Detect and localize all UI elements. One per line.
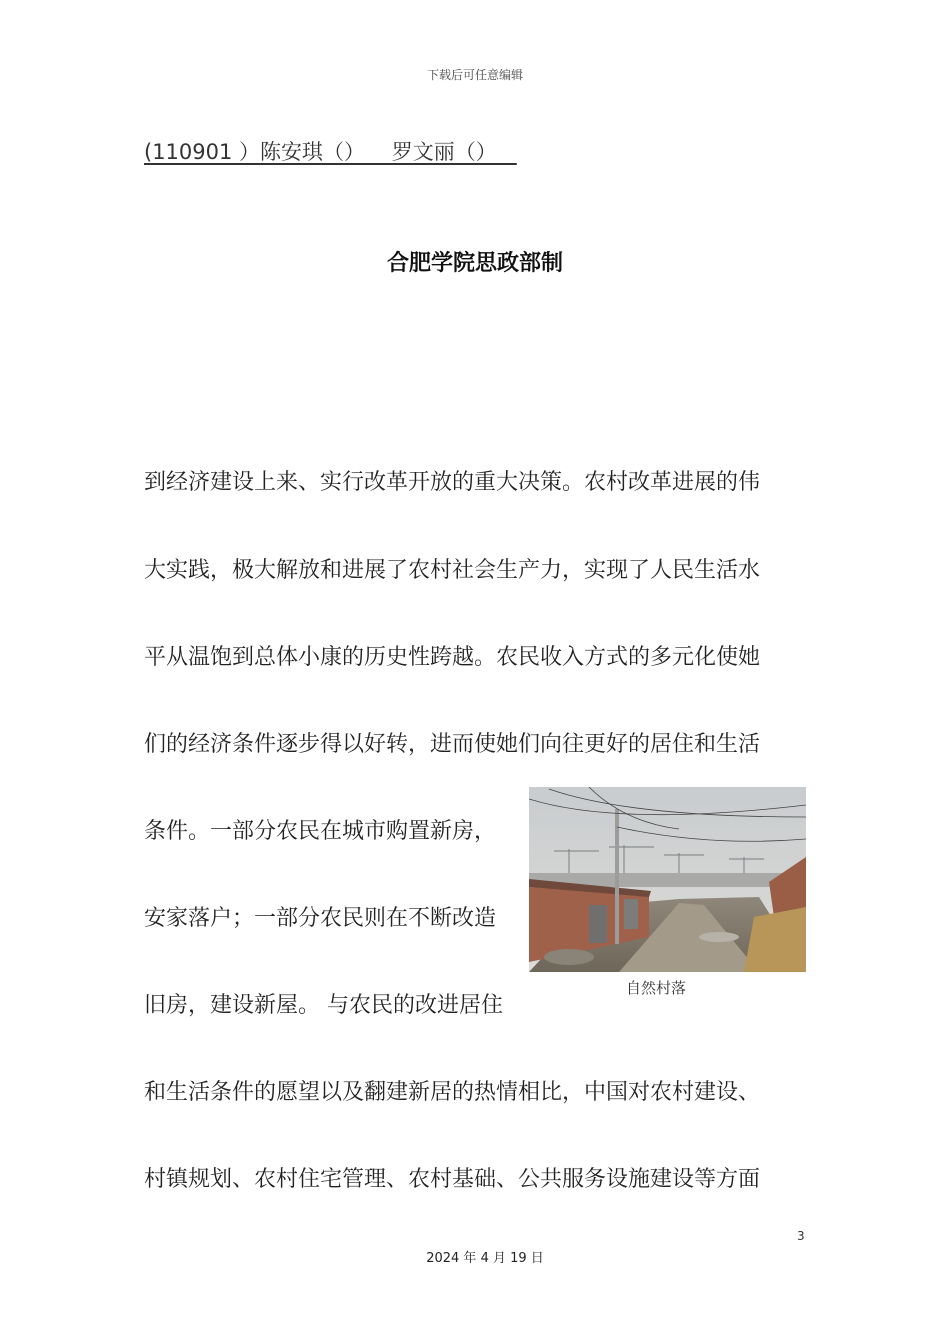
body-line: 大实践，极大解放和进展了农村社会生产力，实现了人民生活水 xyxy=(144,558,761,583)
page-number: 3 xyxy=(797,1229,805,1243)
footer-date: 2024 年 4 月 19 日 xyxy=(426,1251,544,1266)
body-line: 们的经济条件逐步得以好转，进而使她们向往更好的居住和生活 xyxy=(144,732,761,757)
body-line: 村镇规划、农村住宅管理、农村基础、公共服务设施建设等方面 xyxy=(144,1167,761,1192)
body-line: 平从温饱到总体小康的历史性跨越。农民收入方式的多元化使她 xyxy=(144,645,761,670)
page-header: 下载后可任意编辑 xyxy=(426,68,523,82)
body-line: 安家落户；一部分农民则在不断改造 xyxy=(144,906,497,931)
body-line: 条件。一部分农民在城市购置新房， xyxy=(144,819,497,844)
body-line: 到经济建设上来、实行改革开放的重大决策。农村改革进展的伟 xyxy=(144,470,761,495)
author-line: (110901 ）陈安琪（） 罗文丽（） xyxy=(144,140,517,164)
figure-caption: 自然村落 xyxy=(625,979,686,997)
document-title: 合肥学院思政部制 xyxy=(386,251,563,276)
body-line: 旧房，建设新屋。 与农民的改进居住 xyxy=(144,993,503,1018)
body-line: 和生活条件的愿望以及翻建新居的热情相比，中国对农村建设、 xyxy=(144,1080,761,1105)
village-photo xyxy=(529,787,806,972)
